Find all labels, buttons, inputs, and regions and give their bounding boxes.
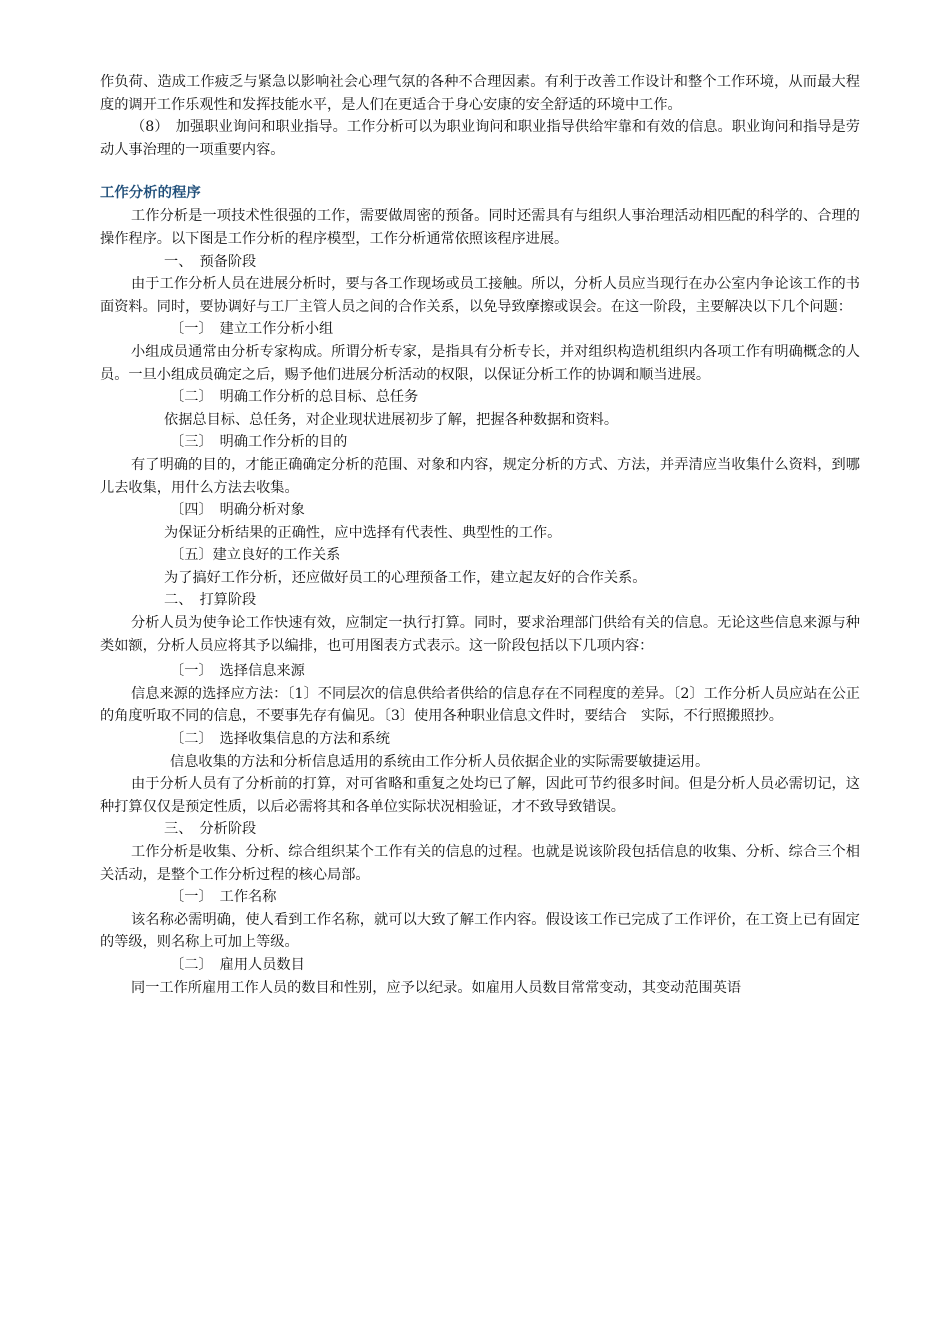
paragraph: 同一工作所雇用工作人员的数目和性别，应予以纪录。如雇用人员数目常常变动，其变动范围英语 [131, 979, 742, 996]
subsection-title: 三、 分析阶段 [164, 821, 257, 838]
item-title: 〔一〕 选择信息来源 [170, 663, 305, 680]
item-title: 〔二〕 明确工作分析的总目标、总任务 [170, 389, 419, 406]
item-title: 〔二〕 雇用人员数目 [170, 956, 305, 973]
paragraph: 分析人员为使争论工作快速有效，应制定一执行打算。同时，要求治理部门供给有关的信息。无论这些信息来源与种类如额，分析人员应将其予以编排，也可用图表方式表示。这一阶段包括以下几项内容： [100, 615, 860, 654]
paragraph: 作负荷、造成工作疲乏与紧急以影响社会心理气氛的各种不合理因素。有利于改善工作设计和整个工作环境，从而最大程度的调开工作乐观性和发挥技能水平，是人们在更适合于身心安康的安全舒适的环境中工作。 [100, 74, 860, 113]
paragraph: 为保证分析结果的正确性，应中选择有代表性、典型性的工作。 [164, 524, 562, 541]
paragraph: 该名称必需明确，使人看到工作名称，就可以大致了解工作内容。假设该工作已完成了工作评价，在工资上已有固定的等级，则名称上可加上等级。 [100, 911, 860, 951]
paragraph: 信息来源的选择应方法：〔1〕不同层次的信息供给者供给的信息存在不同程度的差异。〔2〕工作分析人员应站在公正的角度听取不同的信息，不要事先存有偏见。〔3〕使用各种职业信息文件时，要结合 实际，不行照搬照抄。 [100, 685, 860, 725]
paragraph: 由于分析人员有了分析前的打算，对可省略和重复之处均已了解，因此可节约很多时间。但是分析人员必需切记，这种打算仅仅是预定性质，以后必需将其和各单位实际状况相验证，才不致导致错误。 [100, 776, 860, 815]
paragraph: 依据总目标、总任务，对企业现状进展初步了解，把握各种数据和资料。 [164, 411, 619, 428]
subsection-title: 一、 预备阶段 [164, 253, 257, 270]
paragraph: 由于工作分析人员在进展分析时，要与各工作现场或员工接触。所以，分析人员应当现行在办公室内争论该工作的书面资料。同时，要协调好与工厂主管人员之间的合作关系，以免导致摩擦或误会。在这一阶段，主要解决以下几个问题： [100, 276, 860, 315]
paragraph: 小组成员通常由分析专家构成。所谓分析专家，是指具有分析专长，并对组织构造机组织内各项工作有明确概念的人员。一旦小组成员确定之后，赐予他们进展分析活动的权限，以保证分析工作的协调和顺当进展。 [100, 343, 860, 383]
section-heading: 工作分析的程序 [100, 185, 201, 202]
item-title: 〔二〕 选择收集信息的方法和系统 [170, 731, 390, 748]
paragraph: （8） 加强职业询问和职业指导。工作分析可以为职业询问和职业指导供给牢靠和有效的信息。职业询问和指导是劳动人事治理的一项重要内容。 [100, 119, 860, 158]
item-title: 〔一〕 建立工作分析小组 [170, 321, 334, 338]
paragraph: 有了明确的目的，才能正确确定分析的范围、对象和内容，规定分析的方式、方法，并弄清应当收集什么资料，到哪儿去收集，用什么方法去收集。 [100, 456, 860, 496]
paragraph: 信息收集的方法和分析信息适用的系统由工作分析人员依据企业的实际需要敏捷运用。 [170, 753, 710, 770]
paragraph: 工作分析是一项技术性很强的工作，需要做周密的预备。同时还需具有与组织人事治理活动相匹配的科学的、合理的操作程序。以下图是工作分析的程序模型，工作分析通常依照该程序进展。 [100, 208, 860, 247]
item-title: 〔四〕 明确分析对象 [170, 502, 305, 519]
subsection-title: 二、 打算阶段 [164, 592, 257, 609]
paragraph: 为了搞好工作分析，还应做好员工的心理预备工作，建立起友好的合作关系。 [164, 569, 647, 586]
paragraph: 工作分析是收集、分析、综合组织某个工作有关的信息的过程。也就是说该阶段包括信息的收集、分析、综合三个相关活动，是整个工作分析过程的核心局部。 [100, 844, 860, 883]
item-title: 〔五〕建立良好的工作关系 [170, 547, 341, 564]
item-title: 〔一〕 工作名称 [170, 889, 277, 906]
item-title: 〔三〕 明确工作分析的目的 [170, 434, 348, 451]
